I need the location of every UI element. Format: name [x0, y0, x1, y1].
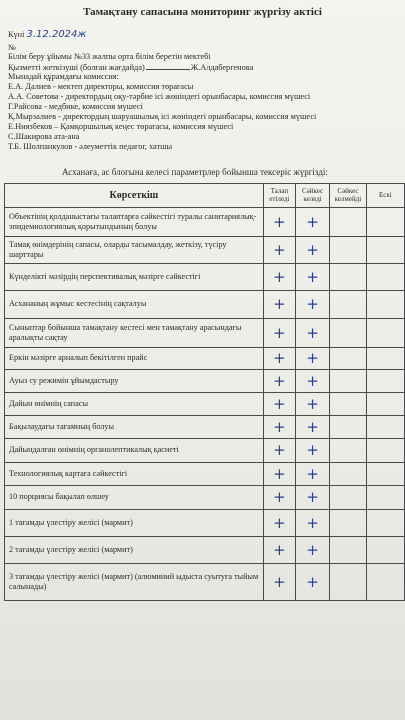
- table-row: [5, 510, 405, 537]
- header-required: Талап етіледі: [263, 184, 295, 208]
- compliant-mark: +: [295, 416, 329, 439]
- required-mark: +: [263, 564, 295, 601]
- commission-member: Г.Райсова - медбике, комиссия мүшесі: [8, 102, 143, 111]
- header-extra: Ескі: [366, 184, 404, 208]
- indicator-cell: Тамақ өнімдерінің сапасы, оларды тасымалдау, жеткізу, түсіру шарттары: [5, 237, 264, 264]
- required-mark: +: [263, 237, 295, 264]
- noncompliant-cell: [330, 486, 366, 510]
- required-mark: +: [263, 537, 295, 564]
- indicator-cell: Дайындалған өнімнің органолептикалық қасиеті: [5, 439, 264, 463]
- compliant-mark: +: [295, 537, 329, 564]
- inspection-table: [4, 183, 405, 601]
- commission-member: Қ.Мырзалиев - директордың шаруашылық ісі жөніндегі орынбасары, комиссия мүшесі: [8, 112, 317, 121]
- extra-cell: [366, 393, 404, 416]
- number-label: №: [8, 43, 16, 52]
- indicator-cell: 1 тағамды үлестіру желісі (мармит): [5, 510, 264, 537]
- indicator-cell: Объектінің қолданыстағы талаптарға сәйкестігі туралы санитариялық-эпидемиологиялық қорытындының болуы: [5, 208, 264, 237]
- indicator-cell: Асхананың жұмыс кестесінің сақталуы: [5, 291, 264, 319]
- supplier-label: Қызметті жеткізуші (болған жағдайда): [8, 63, 145, 72]
- table-row: [5, 564, 405, 601]
- required-mark: +: [263, 416, 295, 439]
- table-row: [5, 537, 405, 564]
- extra-cell: [366, 416, 404, 439]
- header-compliant: Сәйкес келеді: [295, 184, 329, 208]
- table-row: [5, 416, 405, 439]
- commission-member: Е.А. Далиев - мектеп директоры, комиссия төрағасы: [8, 82, 194, 91]
- indicator-cell: 2 тағамды үлестіру желісі (мармит): [5, 537, 264, 564]
- compliant-mark: +: [295, 237, 329, 264]
- indicator-cell: Сыныптар бойынша тамақтану кестесі мен тамақтану арасындағы аралықты сақтау: [5, 319, 264, 348]
- compliant-mark: +: [295, 208, 329, 237]
- extra-cell: [366, 510, 404, 537]
- table-row: [5, 264, 405, 291]
- table-row: [5, 393, 405, 416]
- commission-intro: Мынадай құрамдағы комиссия:: [8, 72, 119, 81]
- indicator-cell: Дайын өнімнің сапасы: [5, 393, 264, 416]
- noncompliant-cell: [330, 510, 366, 537]
- compliant-mark: +: [295, 319, 329, 348]
- extra-cell: [366, 463, 404, 486]
- extra-cell: [366, 264, 404, 291]
- compliant-mark: +: [295, 291, 329, 319]
- inspection-subtitle: Асханаға, ас блогына келесі параметрлер бойынша тексеріс жүргізді:: [62, 167, 328, 177]
- noncompliant-cell: [330, 439, 366, 463]
- table-row: [5, 486, 405, 510]
- required-mark: +: [263, 510, 295, 537]
- supplier-blank: [146, 63, 190, 70]
- required-mark: +: [263, 348, 295, 370]
- compliant-mark: +: [295, 348, 329, 370]
- extra-cell: [366, 348, 404, 370]
- noncompliant-cell: [330, 264, 366, 291]
- compliant-mark: +: [295, 439, 329, 463]
- commission-member: Т.Б. Шолпанкулов - әлеуметтік педагог, хатшы: [8, 142, 173, 151]
- noncompliant-cell: [330, 291, 366, 319]
- date-handwritten: 3.12.2024ж: [26, 29, 87, 40]
- indicator-cell: Ауыз су режимін ұйымдастыру: [5, 370, 264, 393]
- noncompliant-cell: [330, 564, 366, 601]
- header-noncompliant: Сәйкес келмейді: [330, 184, 366, 208]
- commission-member: С.Шакирова ата-ана: [8, 132, 80, 141]
- noncompliant-cell: [330, 393, 366, 416]
- noncompliant-cell: [330, 208, 366, 237]
- commission-member: Е.Ниязбеков – Қамқоршылық кеңес төрағасы, комиссия мүшесі: [8, 122, 234, 131]
- document-title: Тамақтану сапасына мониторинг жүргізу актісі: [83, 6, 322, 18]
- table-row: [5, 463, 405, 486]
- header-indicator: Көрсеткіш: [5, 184, 264, 208]
- supplier-name: Ж.Алдабергенова: [190, 63, 254, 72]
- date-line: [8, 30, 86, 40]
- table-row: [5, 319, 405, 348]
- noncompliant-cell: [330, 463, 366, 486]
- extra-cell: [366, 319, 404, 348]
- noncompliant-cell: [330, 537, 366, 564]
- extra-cell: [366, 486, 404, 510]
- required-mark: +: [263, 291, 295, 319]
- noncompliant-cell: [330, 237, 366, 264]
- table-row: [5, 348, 405, 370]
- compliant-mark: +: [295, 393, 329, 416]
- table-row: [5, 370, 405, 393]
- required-mark: +: [263, 439, 295, 463]
- school-line: Білім беру ұйымы №33 жалпы орта білім беретін мектебі: [8, 52, 211, 61]
- extra-cell: [366, 370, 404, 393]
- indicator-cell: 3 тағамды үлестіру желісі (мармит) (алюминий ыдыста суытуға тыйым салынады): [5, 564, 264, 601]
- supplier-line: [8, 63, 253, 72]
- table-row: [5, 208, 405, 237]
- indicator-cell: 10 порциясы бақылап өлшеу: [5, 486, 264, 510]
- indicator-cell: Бақылаудағы тағамның болуы: [5, 416, 264, 439]
- compliant-mark: +: [295, 564, 329, 601]
- date-label: Күні: [8, 30, 25, 39]
- noncompliant-cell: [330, 319, 366, 348]
- noncompliant-cell: [330, 348, 366, 370]
- compliant-mark: +: [295, 510, 329, 537]
- extra-cell: [366, 208, 404, 237]
- compliant-mark: +: [295, 370, 329, 393]
- extra-cell: [366, 439, 404, 463]
- extra-cell: [366, 537, 404, 564]
- compliant-mark: +: [295, 486, 329, 510]
- noncompliant-cell: [330, 416, 366, 439]
- required-mark: +: [263, 393, 295, 416]
- extra-cell: [366, 291, 404, 319]
- table-row: [5, 291, 405, 319]
- extra-cell: [366, 564, 404, 601]
- compliant-mark: +: [295, 264, 329, 291]
- commission-member: А.А. Советова - директордың оқу-тәрбие ісі жөніндегі орынбасары, комиссия мүшесі: [8, 92, 311, 101]
- indicator-cell: Күнделікті мәзірдің перспективалық мәзірге сәйкестігі: [5, 264, 264, 291]
- required-mark: +: [263, 264, 295, 291]
- table-row: [5, 237, 405, 264]
- required-mark: +: [263, 486, 295, 510]
- indicator-cell: Еркін мәзірге арналып бекітілген прайс: [5, 348, 264, 370]
- table-row: [5, 439, 405, 463]
- noncompliant-cell: [330, 370, 366, 393]
- required-mark: +: [263, 319, 295, 348]
- compliant-mark: +: [295, 463, 329, 486]
- required-mark: +: [263, 208, 295, 237]
- extra-cell: [366, 237, 404, 264]
- required-mark: +: [263, 370, 295, 393]
- indicator-cell: Технологиялық картаға сәйкестігі: [5, 463, 264, 486]
- required-mark: +: [263, 463, 295, 486]
